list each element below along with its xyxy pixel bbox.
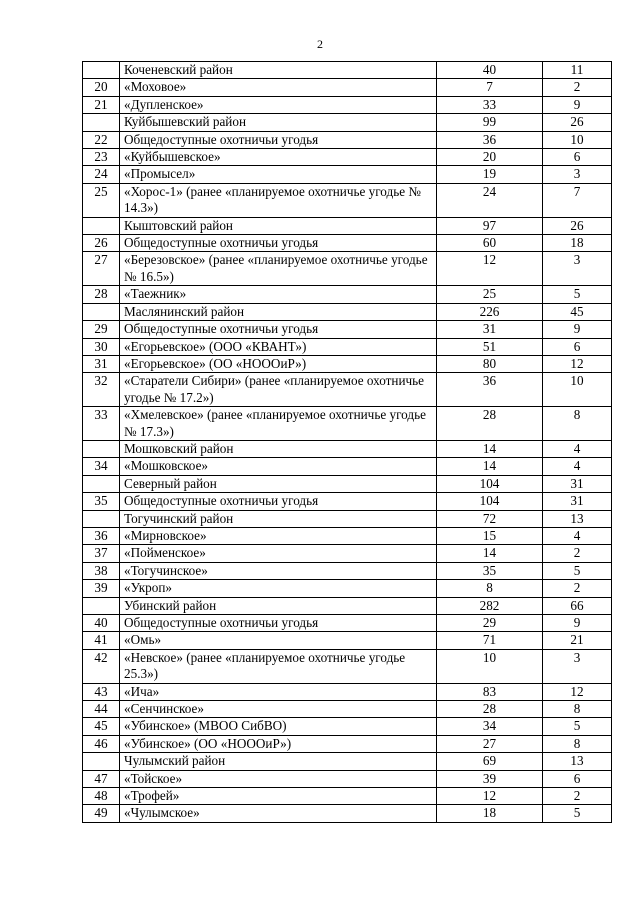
row-name: «Хорос-1» (ранее «планируемое охотничье угодье № 14.3»): [120, 183, 437, 217]
table-row: [83, 770, 612, 787]
row-value-a: 31: [437, 321, 543, 338]
row-value-b: 5: [543, 562, 612, 579]
row-number: [83, 510, 120, 527]
row-value-a: 10: [437, 649, 543, 683]
row-value-a: 33: [437, 96, 543, 113]
table-row: [83, 718, 612, 735]
table-row: [83, 149, 612, 166]
row-number: 33: [83, 407, 120, 441]
row-value-b: 7: [543, 183, 612, 217]
row-number: 25: [83, 183, 120, 217]
table-row: [83, 235, 612, 252]
row-value-b: 3: [543, 252, 612, 286]
row-number: 22: [83, 131, 120, 148]
row-number: 41: [83, 632, 120, 649]
row-value-b: 12: [543, 683, 612, 700]
row-name: Мошковский район: [120, 440, 437, 457]
row-number: 48: [83, 788, 120, 805]
row-name: Северный район: [120, 475, 437, 492]
table-row: [83, 373, 612, 407]
row-value-a: 7: [437, 79, 543, 96]
row-value-b: 31: [543, 475, 612, 492]
row-number: 37: [83, 545, 120, 562]
row-number: 31: [83, 355, 120, 372]
row-name: «Мирновское»: [120, 527, 437, 544]
row-name: Общедоступные охотничьи угодья: [120, 235, 437, 252]
row-number: 42: [83, 649, 120, 683]
row-value-b: 13: [543, 510, 612, 527]
row-number: 45: [83, 718, 120, 735]
row-value-a: 24: [437, 183, 543, 217]
table-row: [83, 286, 612, 303]
row-name: «Березовское» (ранее «планируемое охотничье угодье № 16.5»): [120, 252, 437, 286]
row-value-a: 29: [437, 615, 543, 632]
row-name: «Егорьевское» (ООО «КВАНТ»): [120, 338, 437, 355]
row-number: 21: [83, 96, 120, 113]
row-number: 46: [83, 735, 120, 752]
row-value-a: 226: [437, 303, 543, 320]
row-number: 49: [83, 805, 120, 822]
row-number: [83, 440, 120, 457]
row-number: 23: [83, 149, 120, 166]
row-number: [83, 114, 120, 131]
district-row: [83, 114, 612, 131]
row-number: 29: [83, 321, 120, 338]
row-name: Коченевский район: [120, 62, 437, 79]
row-value-a: 34: [437, 718, 543, 735]
row-name: «Моховое»: [120, 79, 437, 96]
row-value-b: 4: [543, 440, 612, 457]
row-name: Кыштовский район: [120, 217, 437, 234]
row-value-b: 26: [543, 114, 612, 131]
row-name: «Тойское»: [120, 770, 437, 787]
table-row: [83, 615, 612, 632]
row-number: 26: [83, 235, 120, 252]
row-value-b: 9: [543, 321, 612, 338]
row-number: 28: [83, 286, 120, 303]
row-value-b: 5: [543, 286, 612, 303]
table-row: [83, 527, 612, 544]
table-row: [83, 580, 612, 597]
row-value-b: 9: [543, 96, 612, 113]
row-value-b: 13: [543, 753, 612, 770]
row-value-b: 26: [543, 217, 612, 234]
row-value-b: 6: [543, 770, 612, 787]
row-number: 47: [83, 770, 120, 787]
row-name: «Старатели Сибири» (ранее «планируемое охотничье угодье № 17.2»): [120, 373, 437, 407]
table-row: [83, 649, 612, 683]
row-value-a: 19: [437, 166, 543, 183]
table-row: [83, 321, 612, 338]
row-value-b: 18: [543, 235, 612, 252]
row-value-a: 18: [437, 805, 543, 822]
row-value-a: 60: [437, 235, 543, 252]
row-number: [83, 475, 120, 492]
table-row: [83, 252, 612, 286]
row-value-b: 2: [543, 545, 612, 562]
table-row: [83, 788, 612, 805]
table-row: [83, 407, 612, 441]
district-row: [83, 475, 612, 492]
row-value-a: 27: [437, 735, 543, 752]
row-number: 38: [83, 562, 120, 579]
row-name: «Невское» (ранее «планируемое охотничье угодье 25.3»): [120, 649, 437, 683]
row-value-a: 14: [437, 440, 543, 457]
table-row: [83, 355, 612, 372]
row-value-b: 5: [543, 718, 612, 735]
row-value-b: 4: [543, 527, 612, 544]
row-name: «Пойменское»: [120, 545, 437, 562]
row-value-a: 36: [437, 373, 543, 407]
row-value-a: 80: [437, 355, 543, 372]
row-value-a: 8: [437, 580, 543, 597]
row-name: Тогучинский район: [120, 510, 437, 527]
row-number: 39: [83, 580, 120, 597]
row-value-a: 14: [437, 458, 543, 475]
row-value-b: 45: [543, 303, 612, 320]
row-value-a: 40: [437, 62, 543, 79]
row-value-b: 10: [543, 373, 612, 407]
row-number: 34: [83, 458, 120, 475]
row-name: «Дупленское»: [120, 96, 437, 113]
row-name: Общедоступные охотничьи угодья: [120, 131, 437, 148]
row-number: 32: [83, 373, 120, 407]
row-value-b: 12: [543, 355, 612, 372]
row-number: [83, 62, 120, 79]
table-body: [83, 62, 612, 823]
row-value-b: 5: [543, 805, 612, 822]
row-name: Куйбышевский район: [120, 114, 437, 131]
row-name: «Промысел»: [120, 166, 437, 183]
table-row: [83, 493, 612, 510]
row-value-b: 4: [543, 458, 612, 475]
row-value-b: 8: [543, 735, 612, 752]
row-number: [83, 217, 120, 234]
row-number: 43: [83, 683, 120, 700]
row-value-b: 3: [543, 649, 612, 683]
row-number: [83, 753, 120, 770]
row-name: Чулымский район: [120, 753, 437, 770]
row-value-b: 3: [543, 166, 612, 183]
table-row: [83, 96, 612, 113]
table-row: [83, 735, 612, 752]
row-value-a: 282: [437, 597, 543, 614]
row-value-b: 11: [543, 62, 612, 79]
row-value-b: 2: [543, 580, 612, 597]
row-value-a: 99: [437, 114, 543, 131]
row-value-a: 28: [437, 407, 543, 441]
table-row: [83, 131, 612, 148]
row-value-a: 35: [437, 562, 543, 579]
row-value-a: 12: [437, 252, 543, 286]
row-name: Маслянинский район: [120, 303, 437, 320]
table-row: [83, 562, 612, 579]
row-value-b: 2: [543, 79, 612, 96]
row-name: «Егорьевское» (ОО «НОООиР»): [120, 355, 437, 372]
row-value-b: 8: [543, 701, 612, 718]
row-value-a: 12: [437, 788, 543, 805]
district-row: [83, 753, 612, 770]
table-row: [83, 545, 612, 562]
row-name: «Куйбышевское»: [120, 149, 437, 166]
row-name: «Омь»: [120, 632, 437, 649]
row-name: Общедоступные охотничьи угодья: [120, 493, 437, 510]
table-row: [83, 632, 612, 649]
row-number: 35: [83, 493, 120, 510]
table-row: [83, 683, 612, 700]
row-number: [83, 303, 120, 320]
district-row: [83, 510, 612, 527]
table-row: [83, 79, 612, 96]
row-name: «Укроп»: [120, 580, 437, 597]
row-name: Общедоступные охотничьи угодья: [120, 321, 437, 338]
row-name: «Ича»: [120, 683, 437, 700]
row-name: «Сенчинское»: [120, 701, 437, 718]
row-number: 30: [83, 338, 120, 355]
row-name: «Трофей»: [120, 788, 437, 805]
row-value-a: 39: [437, 770, 543, 787]
row-number: 20: [83, 79, 120, 96]
row-value-b: 31: [543, 493, 612, 510]
row-name: Общедоступные охотничьи угодья: [120, 615, 437, 632]
row-number: 44: [83, 701, 120, 718]
row-name: «Чулымское»: [120, 805, 437, 822]
district-row: [83, 217, 612, 234]
row-value-a: 97: [437, 217, 543, 234]
table-row: [83, 805, 612, 822]
page-number: 2: [317, 37, 323, 51]
row-value-b: 66: [543, 597, 612, 614]
table-row: [83, 338, 612, 355]
row-value-a: 69: [437, 753, 543, 770]
row-value-b: 6: [543, 149, 612, 166]
row-name: «Убинское» (ОО «НОООиР»): [120, 735, 437, 752]
row-value-b: 9: [543, 615, 612, 632]
row-value-a: 36: [437, 131, 543, 148]
row-number: [83, 597, 120, 614]
row-value-b: 6: [543, 338, 612, 355]
table-row: [83, 166, 612, 183]
row-value-a: 14: [437, 545, 543, 562]
district-row: [83, 440, 612, 457]
row-name: Убинский район: [120, 597, 437, 614]
row-name: «Мошковское»: [120, 458, 437, 475]
row-value-b: 8: [543, 407, 612, 441]
row-number: 27: [83, 252, 120, 286]
row-value-a: 20: [437, 149, 543, 166]
row-value-a: 71: [437, 632, 543, 649]
hunting-grounds-table: [82, 61, 612, 823]
district-row: [83, 597, 612, 614]
row-number: 36: [83, 527, 120, 544]
district-row: [83, 303, 612, 320]
row-value-a: 104: [437, 493, 543, 510]
district-row: [83, 62, 612, 79]
row-number: 40: [83, 615, 120, 632]
row-value-b: 10: [543, 131, 612, 148]
table-row: [83, 183, 612, 217]
table-row: [83, 701, 612, 718]
row-name: «Хмелевское» (ранее «планируемое охотничье угодье № 17.3»): [120, 407, 437, 441]
row-number: 24: [83, 166, 120, 183]
row-name: «Таежник»: [120, 286, 437, 303]
row-value-a: 25: [437, 286, 543, 303]
row-name: «Убинское» (МВОО СибВО): [120, 718, 437, 735]
row-value-a: 28: [437, 701, 543, 718]
row-value-a: 104: [437, 475, 543, 492]
row-value-a: 51: [437, 338, 543, 355]
row-value-b: 21: [543, 632, 612, 649]
row-value-a: 83: [437, 683, 543, 700]
row-value-a: 72: [437, 510, 543, 527]
row-value-a: 15: [437, 527, 543, 544]
row-name: «Тогучинское»: [120, 562, 437, 579]
table-row: [83, 458, 612, 475]
row-value-b: 2: [543, 788, 612, 805]
